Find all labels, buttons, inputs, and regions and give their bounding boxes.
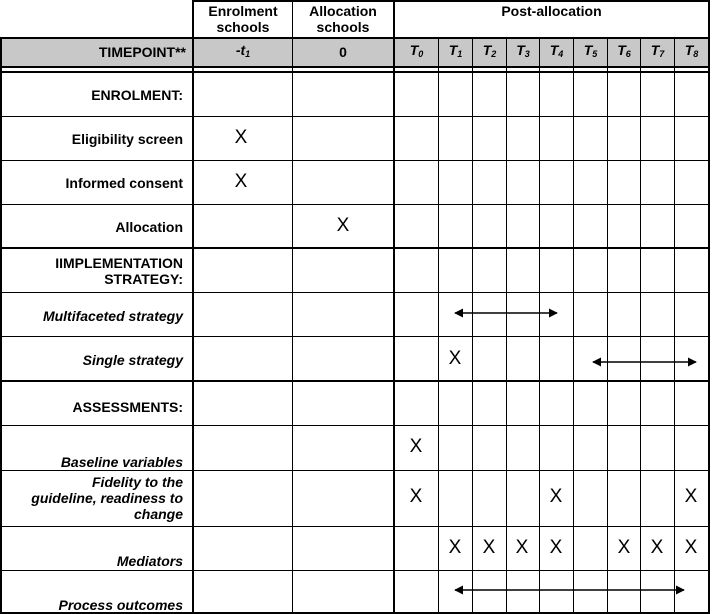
assessments-heading: ASSESSMENTS:: [72, 399, 183, 415]
implementation-strategy-heading: IIMPLEMENTATION STRATEGY:: [55, 255, 183, 287]
baseline-variables-label: Baseline variables: [60, 454, 183, 470]
allocation-label: Allocation: [115, 219, 183, 235]
allocation-schools-header: Allocation schools: [309, 3, 377, 35]
mark-mediators-t6: X: [617, 537, 631, 558]
mark-fidelity-t8: X: [684, 486, 698, 507]
timepoint-allocation: 0: [339, 44, 347, 60]
mark-consent-enrolment: X: [234, 171, 248, 192]
multifaceted-strategy-label: Multifaceted strategy: [42, 308, 183, 324]
fidelity-label: Fidelity to the guideline, readiness to change: [31, 474, 183, 522]
mark-baseline-t0: X: [409, 436, 423, 457]
timepoint-t5: $T_5$: [583, 42, 598, 59]
mark-mediators-t1: X: [448, 537, 462, 558]
mark-single-t1: X: [448, 348, 462, 369]
mark-mediators-t7: X: [650, 537, 664, 558]
timepoint-t7: $T_7$: [650, 42, 665, 59]
timepoint-label: TIMEPOINT**: [98, 44, 186, 60]
mark-allocation-allocation: X: [336, 215, 350, 236]
post-allocation-header: Post-allocation: [501, 3, 602, 19]
timepoint-t1: $T_1$: [448, 42, 463, 59]
mark-fidelity-t4: X: [549, 486, 563, 507]
timepoint-t0: $T_0$: [409, 42, 424, 59]
mark-fidelity-t0: X: [409, 486, 423, 507]
enrolment-heading: ENROLMENT:: [91, 87, 183, 103]
mark-mediators-t4: X: [549, 537, 563, 558]
mediators-label: Mediators: [116, 553, 183, 569]
eligibility-screen-label: Eligibility screen: [71, 131, 183, 147]
timepoint-enrolment: $-t_1$: [235, 42, 251, 59]
mark-mediators-t3: X: [515, 537, 529, 558]
timepoint-t8: $T_8$: [684, 42, 699, 59]
single-strategy-label: Single strategy: [82, 352, 183, 368]
mark-mediators-t8: X: [684, 537, 698, 558]
mark-mediators-t2: X: [482, 537, 496, 558]
enrolment-schools-header: Enrolment schools: [208, 3, 278, 35]
timepoint-t4: $T_4$: [549, 42, 564, 59]
informed-consent-label: Informed consent: [65, 175, 183, 191]
mark-eligibility-enrolment: X: [234, 127, 248, 148]
process-outcomes-label: Process outcomes: [58, 597, 183, 613]
timepoint-t6: $T_6$: [617, 42, 631, 59]
timepoint-t2: $T_2$: [482, 42, 497, 59]
timepoint-t3: $T_3$: [516, 42, 530, 59]
